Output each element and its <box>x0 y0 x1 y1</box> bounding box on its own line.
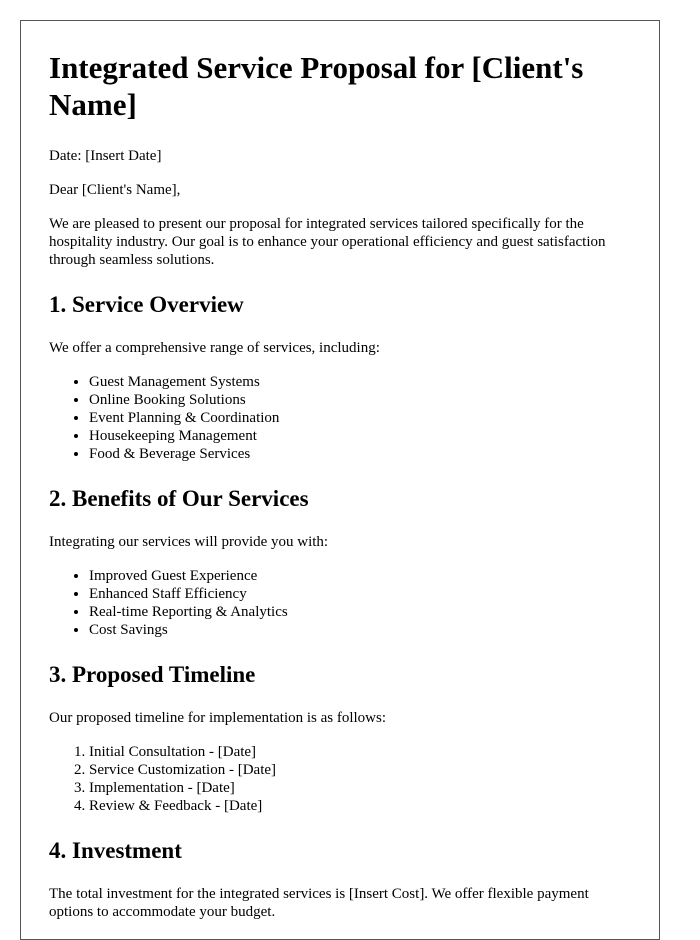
section-heading-service-overview: 1. Service Overview <box>49 292 244 317</box>
section-lead-service-overview: We offer a comprehensive range of services, including: <box>49 340 380 356</box>
list-item: 1. Initial Consultation - [Date] <box>89 743 631 761</box>
section-heading-investment: 4. Investment <box>49 838 182 863</box>
date-line: Date: [Insert Date] <box>49 148 162 164</box>
list-item: • Guest Management Systems <box>89 373 631 391</box>
list-item: • Improved Guest Experience <box>89 567 631 585</box>
list-item: • Cost Savings <box>89 621 631 639</box>
section-heading-timeline: 3. Proposed Timeline <box>49 662 256 687</box>
list-item: • Real-time Reporting & Analytics <box>89 603 631 621</box>
list-item: 2. Service Customization - [Date] <box>89 761 631 779</box>
list-item: • Online Booking Solutions <box>89 391 631 409</box>
intro-paragraph: We are pleased to present our proposal for integrated services tailored specifically for the hospitality industry. Our goal is to enhance your operational efficiency and guest satisfaction through seamless solutions. <box>49 216 606 268</box>
service-list <box>49 373 631 463</box>
list-item: • Event Planning & Coordination <box>89 409 631 427</box>
section-lead-investment: The total investment for the integrated services is [Insert Cost]. We offer flexible payment options to accommodate your budget. <box>49 886 589 920</box>
section-lead-timeline: Our proposed timeline for implementation is as follows: <box>49 710 387 726</box>
salutation: Dear [Client's Name], <box>49 182 181 198</box>
document-title: Integrated Service Proposal for [Client's Name] <box>49 50 584 122</box>
benefits-list <box>49 567 631 639</box>
list-item: • Housekeeping Management <box>89 427 631 445</box>
list-item: 4. Review & Feedback - [Date] <box>89 797 631 815</box>
list-item: • Food & Beverage Services <box>89 445 631 463</box>
list-item: 3. Implementation - [Date] <box>89 779 631 797</box>
section-heading-benefits: 2. Benefits of Our Services <box>49 486 309 511</box>
section-lead-benefits: Integrating our services will provide you with: <box>49 534 329 550</box>
timeline-list <box>49 743 631 815</box>
letter-page <box>20 20 660 940</box>
list-item: • Enhanced Staff Efficiency <box>89 585 631 603</box>
